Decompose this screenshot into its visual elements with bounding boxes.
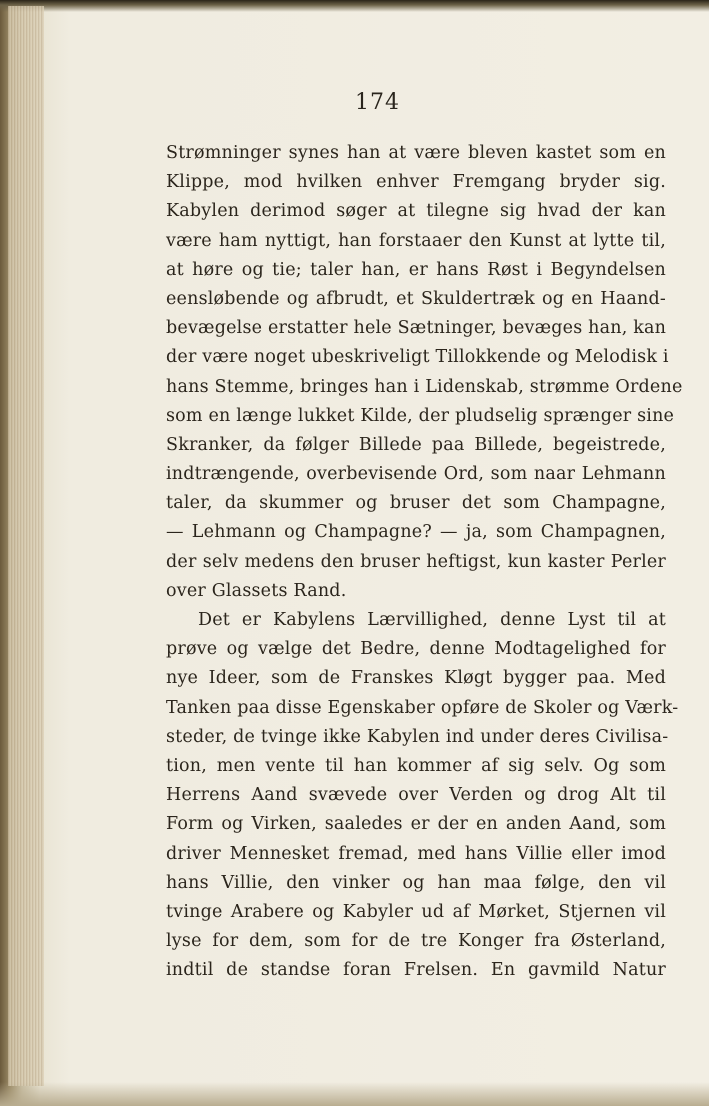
- text-line: Skranker, da følger Billede paa Billede, begeistrede,: [166, 434, 666, 455]
- text-line: lyse for dem, som for de tre Konger fra Østerland,: [166, 931, 666, 952]
- text-line: steder, de tvinge ikke Kabylen ind under deres Civilisa-: [166, 726, 669, 747]
- top-shadow: [0, 0, 709, 12]
- text-line: nye Ideer, som de Franskes Kløgt bygger paa. Med: [166, 668, 666, 689]
- text-line: tion, men vente til han kommer af sig selv. Og som: [166, 755, 666, 776]
- text-line: hans Stemme, bringes han i Lidenskab, strømme Ordene: [166, 376, 683, 397]
- text-line: Herrens Aand svævede over Verden og drog Alt til: [166, 785, 666, 806]
- text-line: være ham nyttigt, han forstaaer den Kunst at lytte til,: [166, 230, 666, 251]
- text-line: prøve og vælge det Bedre, denne Modtagelighed for: [166, 639, 666, 660]
- page-edges: [8, 6, 44, 1086]
- text-line: taler, da skummer og bruser det som Champagne,: [166, 493, 666, 514]
- text-line: der selv medens den bruser heftigst, kun kaster Perler: [166, 551, 666, 572]
- text-line: Klippe, mod hvilken enhver Fremgang bryder sig.: [166, 172, 666, 193]
- text-line: Form og Virken, saaledes er der en anden Aand, som: [166, 814, 666, 835]
- text-line: over Glassets Rand.: [166, 580, 347, 601]
- text-line: at høre og tie; taler han, er hans Røst i Begyndelsen: [166, 259, 666, 280]
- text-line: indtrængende, overbevisende Ord, som naar Lehmann: [166, 464, 666, 485]
- text-line: der være noget ubeskriveligt Tillokkende og Melodisk i: [166, 347, 669, 368]
- text-line: Strømninger synes han at være bleven kastet som en: [166, 143, 666, 163]
- text-line: hans Villie, den vinker og han maa følge, den vil: [166, 872, 666, 893]
- text-line: Kabylen derimod søger at tilegne sig hvad der kan: [166, 201, 666, 222]
- text-line: indtil de standse foran Frelsen. En gavmild Natur: [166, 960, 666, 981]
- page-number: 174: [355, 90, 400, 115]
- text-line: bevægelse erstatter hele Sætninger, bevæges han, kan: [166, 318, 667, 339]
- text-line: Det er Kabylens Lærvillighed, denne Lyst til at: [198, 610, 666, 630]
- text-line: Tanken paa disse Egenskaber opføre de Skoler og Værk-: [166, 697, 679, 718]
- text-line: tvinge Arabere og Kabyler ud af Mørket, Stjernen vil: [166, 901, 666, 922]
- body-text: [166, 139, 683, 985]
- text-line: eensløbende og afbrudt, et Skuldertræk og en Haand-: [166, 288, 666, 309]
- text-line: som en længe lukket Kilde, der pludselig sprænger sine: [166, 405, 675, 426]
- text-line: driver Mennesket fremad, med hans Villie eller imod: [166, 843, 666, 864]
- book-page: [50, 12, 705, 1092]
- text-line: — Lehmann og Champagne? — ja, som Champagnen,: [166, 522, 666, 543]
- bottom-shade: [0, 1082, 709, 1106]
